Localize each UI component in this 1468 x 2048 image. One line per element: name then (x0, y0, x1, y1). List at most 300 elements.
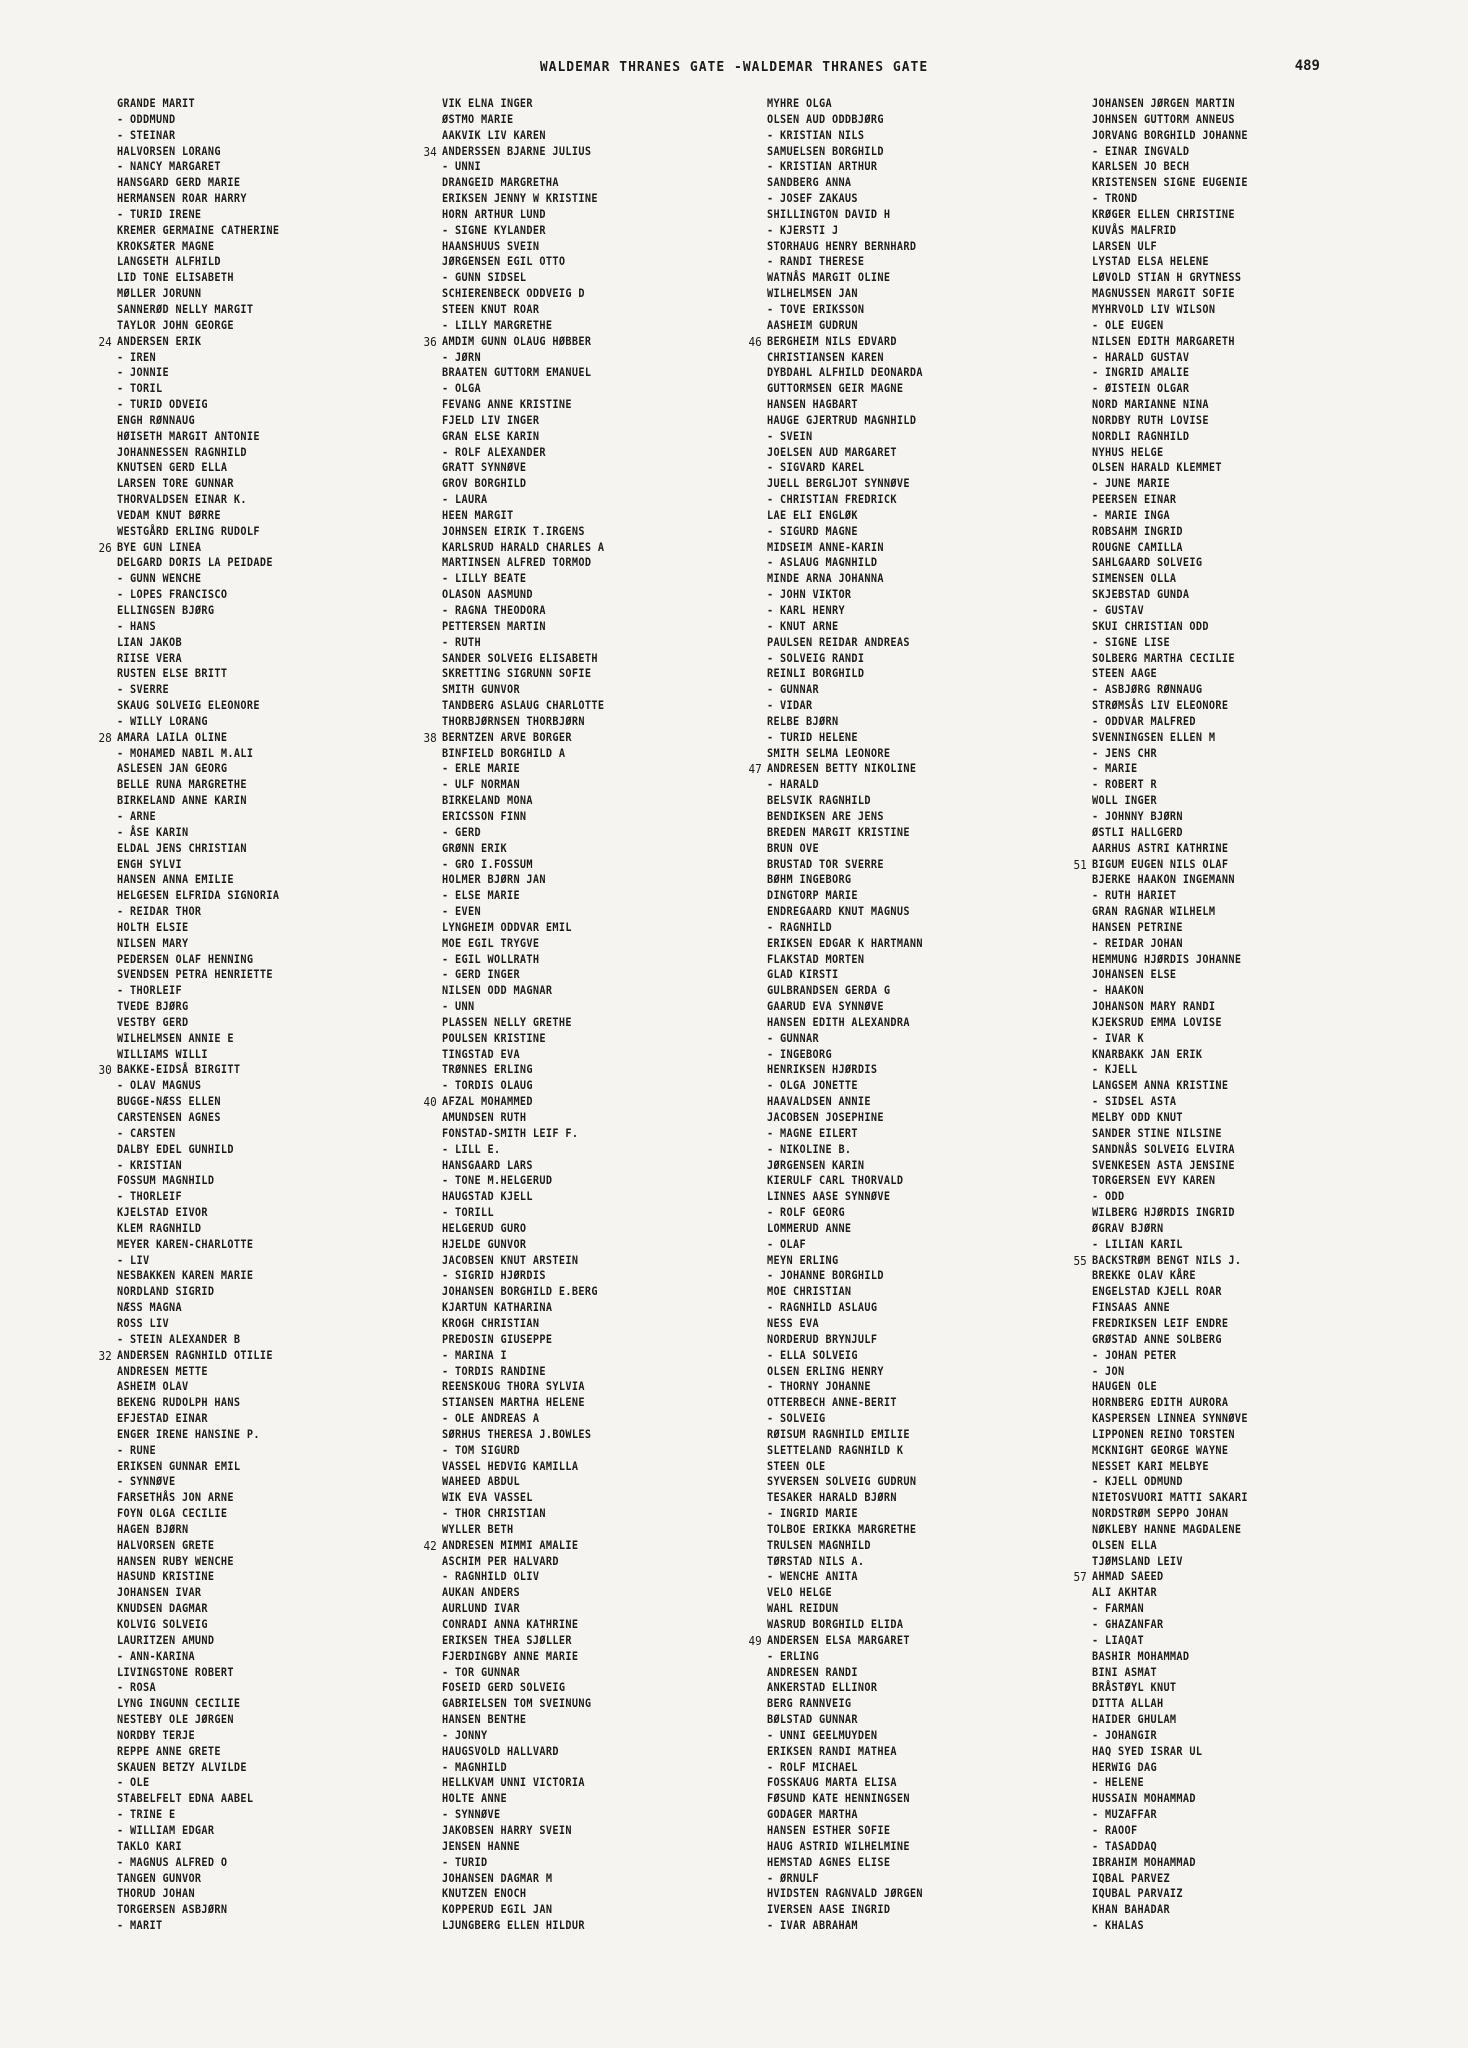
resident-name: - ÅSE KARIN (117, 824, 189, 839)
resident-entry (767, 1554, 1066, 1570)
resident-name: FREDRIKSEN LEIF ENDRE (1092, 1315, 1229, 1330)
resident-entry (767, 1427, 1066, 1443)
resident-name: HELGESEN ELFRIDA SIGNORIA (117, 888, 280, 903)
resident-name: AASHEIM GUDRUN (767, 317, 858, 332)
resident-name: HAQ SYED ISRAR UL (1092, 1743, 1203, 1758)
resident-name: KASPERSEN LINNEA SYNNØVE (1092, 1411, 1248, 1426)
resident-entry (767, 1855, 1066, 1871)
resident-entry (117, 1744, 416, 1760)
resident-entry (442, 571, 741, 587)
resident-entry (767, 1665, 1066, 1681)
resident-entry (117, 1316, 416, 1332)
resident-name: HEMMUNG HJØRDIS JOHANNE (1092, 951, 1242, 966)
resident-name: SANNERØD NELLY MARGIT (117, 301, 254, 316)
resident-entry (423, 1094, 741, 1110)
resident-name: BREKKE OLAV KÅRE (1092, 1268, 1196, 1283)
resident-entry (767, 619, 1066, 635)
resident-name: - SIGNE LISE (1092, 634, 1170, 649)
resident-name: CARSTENSEN AGNES (117, 1110, 221, 1124)
resident-entry (1092, 777, 1391, 793)
resident-entry (117, 1221, 416, 1237)
resident-name: WILHELMSEN ANNIE E (117, 1030, 234, 1045)
house-number: 40 (423, 1094, 437, 1110)
resident-entry (767, 1680, 1066, 1696)
resident-entry (442, 429, 741, 445)
house-number: 47 (748, 761, 762, 777)
resident-entry (442, 1031, 741, 1047)
resident-name: - TOM SIGURD (442, 1442, 520, 1457)
resident-name: JORVANG BORGHILD JOHANNE (1092, 127, 1248, 142)
resident-name: BACKSTRØM BENGT NILS J. (1092, 1252, 1242, 1267)
resident-name: NESTEBY OLE JØRGEN (117, 1712, 234, 1727)
resident-entry (117, 1918, 416, 1934)
resident-name: KNARBAKK JAN ERIK (1092, 1046, 1203, 1061)
resident-name: GUTTORMSEN GEIR MAGNE (767, 381, 904, 396)
resident-name: THORVALDSEN EINAR K. (117, 492, 247, 507)
resident-entry (767, 952, 1066, 968)
resident-name: HANSEN ESTHER SOFIE (767, 1822, 891, 1837)
resident-entry (117, 888, 416, 904)
resident-name: VELO HELGE (767, 1585, 832, 1600)
resident-entry (1092, 1443, 1391, 1459)
resident-entry (767, 1221, 1066, 1237)
resident-entry (1092, 841, 1391, 857)
resident-entry (767, 508, 1066, 524)
resident-name: - GUNNAR (767, 682, 819, 697)
resident-entry (1092, 651, 1391, 667)
resident-entry (767, 1538, 1066, 1554)
resident-name: - JON (1092, 1363, 1125, 1378)
resident-name: - INGRID AMALIE (1092, 365, 1190, 380)
resident-name: - RUTH (442, 634, 481, 649)
resident-entry (1092, 1855, 1391, 1871)
resident-entry (1092, 1364, 1391, 1380)
resident-entry (117, 746, 416, 762)
resident-name: HORN ARTHUR LUND (442, 206, 546, 221)
resident-name: POULSEN KRISTINE (442, 1030, 546, 1045)
resident-name: HOLTE ANNE (442, 1791, 507, 1806)
resident-name: ALI AKHTAR (1092, 1585, 1157, 1600)
resident-entry (423, 143, 741, 160)
resident-entry (767, 1189, 1066, 1205)
resident-name: KJEKSRUD EMMA LOVISE (1092, 1014, 1222, 1029)
resident-name: KROGH CHRISTIAN (442, 1315, 540, 1330)
resident-entry (117, 793, 416, 809)
resident-entry (98, 539, 416, 556)
resident-entry (442, 825, 741, 841)
column-1 (98, 96, 457, 1934)
resident-entry (767, 540, 1066, 556)
resident-entry (442, 540, 741, 556)
resident-entry (442, 1601, 741, 1617)
resident-entry (767, 318, 1066, 334)
resident-entry (442, 555, 741, 571)
resident-name: - EGIL WOLLRATH (442, 951, 540, 966)
resident-entry (117, 112, 416, 128)
resident-entry (117, 1474, 416, 1490)
resident-name: PEDERSEN OLAF HENNING (117, 951, 254, 966)
resident-entry (117, 952, 416, 968)
resident-entry (442, 318, 741, 334)
resident-entry (117, 191, 416, 207)
house-number: 28 (98, 729, 112, 745)
resident-name: - JENS CHR (1092, 745, 1157, 760)
resident-entry (423, 1537, 741, 1554)
resident-entry (1092, 714, 1391, 730)
resident-name: NESSET KARI MELBYE (1092, 1458, 1209, 1473)
resident-name: BINI ASMAT (1092, 1664, 1157, 1679)
resident-name: - ANN-KARINA (117, 1648, 195, 1663)
resident-name: SKUI CHRISTIAN ODD (1092, 618, 1209, 633)
resident-entry (767, 445, 1066, 461)
resident-entry (1092, 1791, 1391, 1807)
resident-entry (767, 888, 1066, 904)
resident-entry (767, 1490, 1066, 1506)
resident-entry (117, 825, 416, 841)
house-number: 55 (1073, 1252, 1087, 1268)
resident-name: PLASSEN NELLY GRETHE (442, 1014, 572, 1029)
resident-entry (117, 698, 416, 714)
resident-entry (117, 223, 416, 239)
resident-name: WESTGÅRD ERLING RUDOLF (117, 523, 260, 538)
resident-name: NORDBY TERJE (117, 1727, 195, 1742)
resident-name: - THORLEIF (117, 983, 182, 998)
resident-name: SOLBERG MARTHA CECILIE (1092, 650, 1235, 665)
resident-name: STEEN AAGE (1092, 666, 1157, 681)
resident-name: FØSUND KATE HENNINGSEN (767, 1791, 910, 1806)
resident-entry (117, 1617, 416, 1633)
resident-name: WIK EVA VASSEL (442, 1490, 533, 1505)
resident-name: ASHEIM OLAV (117, 1379, 189, 1394)
resident-name: - TRINE E (117, 1807, 176, 1822)
resident-entry (117, 1775, 416, 1791)
resident-name: HELGERUD GURO (442, 1220, 527, 1235)
resident-entry (117, 1189, 416, 1205)
resident-name: KHAN BAHADAR (1092, 1902, 1170, 1917)
resident-name: - RAOOF (1092, 1822, 1138, 1837)
resident-entry (767, 350, 1066, 366)
resident-entry (1092, 1411, 1391, 1427)
resident-entry (117, 1205, 416, 1221)
resident-name: - HANS (117, 618, 156, 633)
resident-entry (117, 1126, 416, 1142)
house-number: 30 (98, 1062, 112, 1078)
resident-entry (767, 413, 1066, 429)
resident-entry (117, 635, 416, 651)
resident-entry (1092, 1538, 1391, 1554)
resident-entry (767, 1760, 1066, 1776)
resident-name: OLSEN ERLING HENRY (767, 1363, 884, 1378)
resident-name: BASHIR MOHAMMAD (1092, 1648, 1190, 1663)
resident-name: HØISETH MARGIT ANTONIE (117, 428, 260, 443)
resident-name: ELLINGSEN BJØRG (117, 603, 215, 617)
resident-entry (767, 1047, 1066, 1063)
resident-name: - SVERRE (117, 682, 169, 697)
resident-name: - WILLY LORANG (117, 713, 208, 728)
resident-entry (748, 1632, 1066, 1649)
resident-name: LIAN JAKOB (117, 634, 182, 649)
resident-entry (117, 1094, 416, 1110)
resident-name: ROSS LIV (117, 1315, 169, 1330)
resident-entry (442, 682, 741, 698)
resident-entry (767, 936, 1066, 952)
resident-name: - IVAR K (1092, 1030, 1144, 1045)
resident-name: - GUSTAV (1092, 603, 1144, 617)
resident-entry (117, 1332, 416, 1348)
resident-name: NÆSS MAGNA (117, 1300, 182, 1315)
resident-entry (1092, 1554, 1391, 1570)
resident-name: HOLTH ELSIE (117, 919, 189, 934)
resident-entry (117, 1807, 416, 1823)
resident-name: HANSEN EDITH ALEXANDRA (767, 1014, 910, 1029)
resident-entry (117, 350, 416, 366)
resident-entry (1092, 334, 1391, 350)
resident-name: HORNBERG EDITH AURORA (1092, 1395, 1229, 1410)
resident-entry (442, 112, 741, 128)
resident-entry (767, 1237, 1066, 1253)
resident-entry (442, 1332, 741, 1348)
resident-entry (767, 1791, 1066, 1807)
resident-name: IBRAHIM MOHAMMAD (1092, 1854, 1196, 1869)
resident-entry (1092, 492, 1391, 508)
resident-entry (767, 983, 1066, 999)
resident-entry (1092, 540, 1391, 556)
resident-name: - OLGA (442, 381, 481, 396)
resident-entry (442, 1205, 741, 1221)
resident-name: REENSKOUG THORA SYLVIA (442, 1379, 585, 1394)
resident-name: TANGEN GUNVOR (117, 1870, 202, 1885)
resident-entry (1092, 730, 1391, 746)
resident-entry (117, 1110, 416, 1126)
resident-name: - EVEN (442, 904, 481, 919)
resident-entry (117, 144, 416, 160)
resident-entry (767, 128, 1066, 144)
resident-name: HALVORSEN GRETE (117, 1537, 215, 1552)
resident-name: ANKERSTAD ELLINOR (767, 1680, 878, 1695)
resident-entry (117, 1569, 416, 1585)
resident-name: FARSETHÅS JON ARNE (117, 1490, 234, 1505)
resident-name: - HAAKON (1092, 983, 1144, 998)
resident-entry (117, 904, 416, 920)
resident-name: - UNNI (442, 159, 481, 174)
resident-name: ØSTMO MARIE (442, 111, 514, 126)
resident-entry (1092, 1712, 1391, 1728)
resident-name: - ELSE MARIE (442, 888, 520, 903)
resident-name: VIK ELNA INGER (442, 96, 533, 110)
resident-name: JØRGENSEN KARIN (767, 1157, 865, 1172)
resident-entry (767, 841, 1066, 857)
resident-entry (1092, 1158, 1391, 1174)
resident-entry (117, 1253, 416, 1269)
resident-entry (442, 270, 741, 286)
resident-name: JOHANSEN IVAR (117, 1585, 202, 1600)
resident-entry (767, 381, 1066, 397)
resident-name: SANDER STINE NILSINE (1092, 1125, 1222, 1140)
resident-name: HANSEN RUBY WENCHE (117, 1553, 234, 1568)
resident-name: BYE GUN LINEA (117, 539, 202, 554)
resident-entry (767, 1918, 1066, 1934)
page-header: WALDEMAR THRANES GATE -WALDEMAR THRANES GATE (539, 60, 929, 75)
resident-entry (767, 920, 1066, 936)
resident-name: WILHELMSEN JAN (767, 286, 858, 301)
resident-name: FOYN OLGA CECILIE (117, 1506, 228, 1521)
resident-entry (767, 1728, 1066, 1744)
resident-entry (442, 1379, 741, 1395)
resident-entry (767, 1078, 1066, 1094)
resident-name: IQBAL PARVEZ (1092, 1870, 1170, 1885)
resident-name: - RUNE (117, 1442, 156, 1457)
resident-name: - HARALD (767, 777, 819, 792)
resident-name: SANDNÅS SOLVEIG ELVIRA (1092, 1141, 1235, 1156)
resident-name: HANSGARD GERD MARIE (117, 175, 241, 190)
resident-entry (442, 1189, 741, 1205)
page-number: 489 (1294, 58, 1320, 74)
resident-entry (117, 1760, 416, 1776)
resident-name: - UNNI GEELMUYDEN (767, 1727, 878, 1742)
resident-name: BIRKELAND ANNE KARIN (117, 793, 247, 808)
resident-name: KRISTENSEN SIGNE EUGENIE (1092, 175, 1248, 190)
resident-name: - MARINA I (442, 1347, 507, 1362)
resident-entry (442, 967, 741, 983)
resident-name: SKAUG SOLVEIG ELEONORE (117, 698, 260, 713)
resident-name: LINNES AASE SYNNØVE (767, 1189, 891, 1204)
resident-entry (117, 508, 416, 524)
resident-name: - TOR GUNNAR (442, 1664, 520, 1679)
resident-name: IQUBAL PARVAIZ (1092, 1886, 1183, 1901)
resident-name: HAGEN BJØRN (117, 1521, 189, 1536)
column-4 (1073, 96, 1432, 1934)
resident-name: - SOLVEIG RANDI (767, 650, 865, 665)
resident-entry (442, 128, 741, 144)
resident-entry (1092, 254, 1391, 270)
resident-entry (767, 1585, 1066, 1601)
resident-name: - GUNN SIDSEL (442, 270, 527, 285)
resident-name: OTTERBECH ANNE-BERIT (767, 1395, 897, 1410)
resident-name: ANDRESEN BETTY NIKOLINE (767, 761, 917, 776)
resident-name: WASRUD BORGHILD ELIDA (767, 1617, 904, 1631)
resident-entry (442, 476, 741, 492)
resident-entry (1092, 1047, 1391, 1063)
resident-name: LYNGHEIM ODDVAR EMIL (442, 919, 572, 934)
resident-name: - LIAQAT (1092, 1632, 1144, 1647)
resident-name: - MARIT (117, 1918, 163, 1933)
resident-name: HAUGEN OLE (1092, 1379, 1157, 1394)
resident-entry (442, 999, 741, 1015)
resident-entry (117, 492, 416, 508)
resident-name: BØHM INGEBORG (767, 872, 852, 887)
resident-name: TAYLOR JOHN GEORGE (117, 317, 234, 332)
resident-entry (767, 1094, 1066, 1110)
resident-name: - CHRISTIAN FREDRICK (767, 492, 897, 507)
resident-entry (117, 1158, 416, 1174)
resident-name: JOHANSEN ELSE (1092, 967, 1177, 982)
resident-entry (117, 1459, 416, 1475)
resident-entry (442, 492, 741, 508)
resident-entry (117, 1554, 416, 1570)
resident-entry (442, 1316, 741, 1332)
resident-entry (117, 1142, 416, 1158)
resident-entry (1092, 1459, 1391, 1475)
resident-entry (767, 1617, 1066, 1633)
resident-name: TØRSTAD NILS A. (767, 1553, 865, 1568)
resident-entry (117, 1015, 416, 1031)
resident-name: - GHAZANFAR (1092, 1617, 1164, 1631)
resident-name: LARSEN ULF (1092, 238, 1157, 253)
resident-entry (442, 952, 741, 968)
resident-name: JAKOBSEN HARRY SVEIN (442, 1822, 572, 1837)
resident-entry (117, 1522, 416, 1538)
resident-entry (117, 920, 416, 936)
house-number: 57 (1073, 1569, 1087, 1585)
resident-name: - JØRN (442, 349, 481, 364)
resident-name: TORGERSEN EVY KAREN (1092, 1173, 1216, 1188)
resident-name: STIANSEN MARTHA HELENE (442, 1395, 585, 1410)
resident-name: JOHANSEN BORGHILD E.BERG (442, 1284, 598, 1299)
resident-name: LANGSETH ALFHILD (117, 254, 221, 269)
resident-name: NORDBY RUTH LOVISE (1092, 412, 1209, 427)
resident-name: BJERKE HAAKON INGEMANN (1092, 872, 1235, 887)
resident-entry (767, 651, 1066, 667)
resident-entry (117, 302, 416, 318)
resident-entry (767, 571, 1066, 587)
resident-name: HAUGE GJERTRUD MAGNHILD (767, 412, 917, 427)
house-number: 32 (98, 1347, 112, 1363)
resident-name: MINDE ARNA JOHANNA (767, 571, 884, 586)
resident-entry (1092, 1395, 1391, 1411)
resident-entry (442, 239, 741, 255)
resident-entry (442, 983, 741, 999)
resident-entry (442, 1728, 741, 1744)
resident-entry (767, 1775, 1066, 1791)
resident-name: LYNG INGUNN CECILIE (117, 1696, 241, 1711)
resident-name: VASSEL HEDVIG KAMILLA (442, 1458, 579, 1473)
resident-name: LANGSEM ANNA KRISTINE (1092, 1078, 1229, 1093)
resident-name: JOHNSEN EIRIK T.IRGENS (442, 523, 585, 538)
resident-name: WILLIAMS WILLI (117, 1046, 208, 1061)
resident-entry (767, 1364, 1066, 1380)
resident-name: KNUTSEN GERD ELLA (117, 460, 228, 475)
resident-entry (767, 1601, 1066, 1617)
resident-entry (442, 1744, 741, 1760)
resident-name: GRAN ELSE KARIN (442, 428, 540, 443)
resident-name: TRØNNES ERLING (442, 1062, 533, 1077)
resident-name: GODAGER MARTHA (767, 1807, 858, 1822)
resident-name: GRAN RAGNAR WILHELM (1092, 904, 1216, 919)
resident-name: - MAGNHILD (442, 1759, 507, 1774)
house-number: 46 (748, 333, 762, 349)
resident-entry (1092, 682, 1391, 698)
resident-name: PAULSEN REIDAR ANDREAS (767, 634, 910, 649)
resident-name: - ERLE MARIE (442, 761, 520, 776)
resident-name: - SYNNØVE (117, 1474, 176, 1489)
resident-name: DALBY EDEL GUNHILD (117, 1141, 234, 1156)
resident-entry (1092, 1237, 1391, 1253)
resident-name: PREDOSIN GIUSEPPE (442, 1331, 553, 1346)
resident-entry (117, 1649, 416, 1665)
resident-entry (767, 1459, 1066, 1475)
resident-name: ELDAL JENS CHRISTIAN (117, 840, 247, 855)
resident-entry (767, 112, 1066, 128)
resident-name: KLEM RAGNHILD (117, 1220, 202, 1235)
resident-name: MELBY ODD KNUT (1092, 1110, 1183, 1124)
resident-name: HASUND KRISTINE (117, 1569, 215, 1584)
resident-name: - JOHNNY BJØRN (1092, 808, 1183, 823)
resident-name: FLAKSTAD MORTEN (767, 951, 865, 966)
resident-entry (1092, 1506, 1391, 1522)
house-number: 38 (423, 729, 437, 745)
resident-entry (117, 1823, 416, 1839)
resident-entry (442, 175, 741, 191)
